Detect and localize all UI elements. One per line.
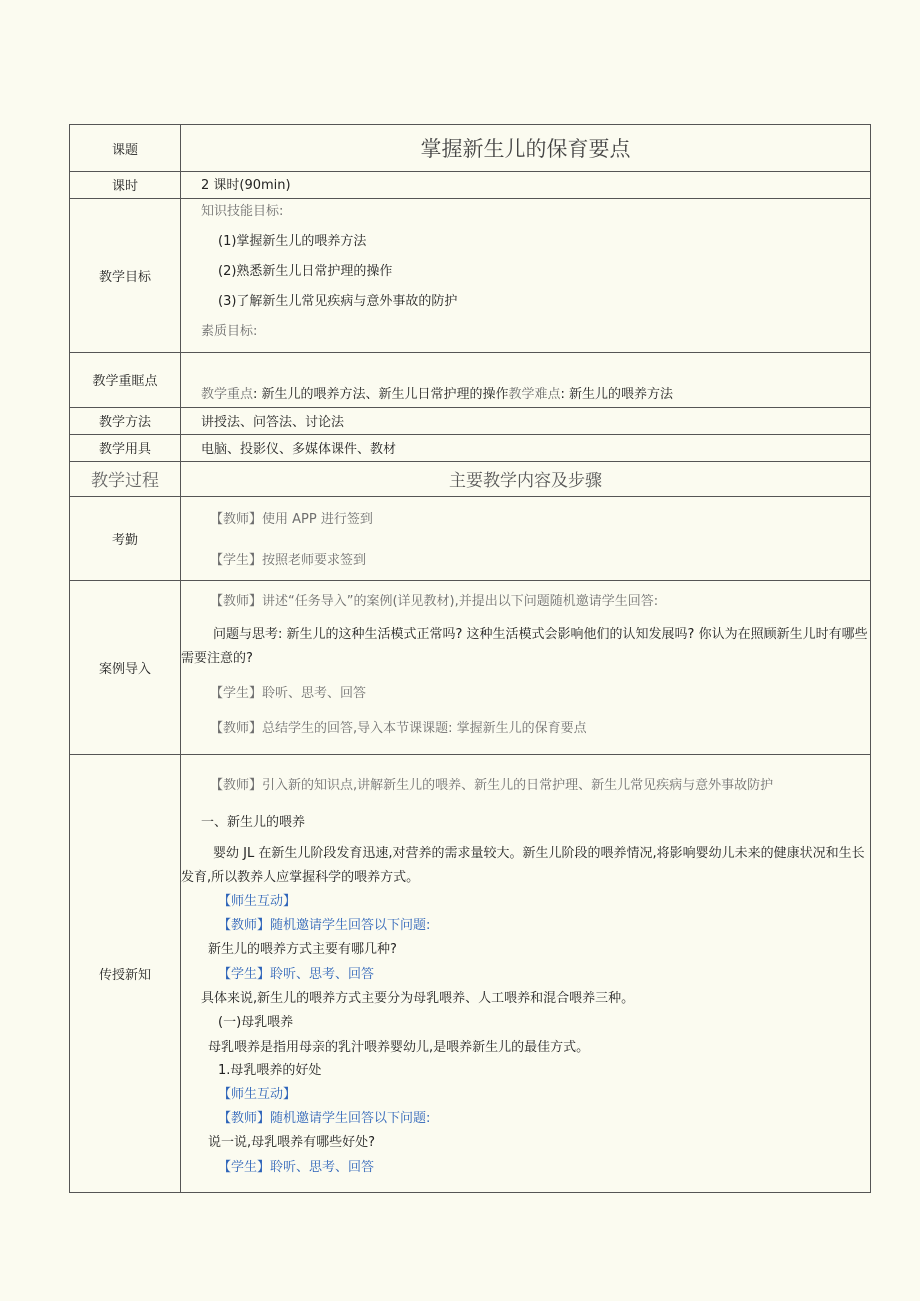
nk-student-response: 【学生】聆听、思考、回答 [218,1160,375,1175]
objective-item: (1)掌握新生儿的喂养方法 [218,234,367,249]
key-prefix: 教学重点 [201,387,254,402]
attendance-label: 考勤 [111,532,138,548]
row-divider [70,434,870,435]
tools-value: 电脑、投影仪、多媒体课件、教材 [201,442,397,457]
quality-goal-title: 素质目标: [201,324,258,339]
lesson-title: 掌握新生儿的保育要点 [420,137,631,161]
case-teacher-summary: 【教师】总结学生的回答,导入本节课课题: 掌握新生儿的保育要点 [210,721,587,736]
nk-question: 说一说,母乳喂养有哪些好处? [208,1135,376,1150]
row-divider [70,407,870,408]
row-divider [70,754,870,755]
nk-teacher-intro: 【教师】引入新的知识点,讲解新生儿的喂养、新生儿的日常护理、新生儿常见疾病与意外事故防护 [210,778,774,793]
topic-label: 课题 [111,142,138,158]
case-question: 问题与思考: 新生儿的这种生活模式正常吗? 这种生活模式会影响他们的认知发展吗? 你认为在照顾新生儿时有哪些需要注意的? [181,627,868,666]
difficult-prefix: 教学难点 [508,387,561,402]
key-points-text [201,387,673,403]
nk-student-response: 【学生】聆听、思考、回答 [218,967,375,982]
nk-paragraph: 婴幼 JL 在新生儿阶段发育迅速,对营养的需求量较大。新生儿阶段的喂养情况,将影响婴幼儿未来的健康状况和生长发育,所以教养人应掌握科学的喂养方式。 [181,846,865,885]
case-intro-label: 案例导入 [98,661,151,677]
nk-interact-tag: 【师生互动】 [218,894,297,909]
knowledge-goal-title: 知识技能目标: [201,204,284,219]
difficult-text: : 新生儿的喂养方法 [560,387,674,402]
hours-value: 2 课时(90min) [201,178,291,193]
nk-point: 1.母乳喂养的好处 [218,1063,322,1078]
row-divider [70,580,870,581]
row-divider [70,352,870,353]
hours-label: 课时 [111,179,138,194]
attendance-student: 【学生】按照老师要求签到 [210,553,367,568]
methods-label: 教学方法 [98,415,151,430]
tools-label: 教学用具 [98,442,151,457]
row-divider [70,198,870,199]
key-points-label: 教学重眶点 [92,374,158,389]
attendance-teacher: 【教师】使用 APP 进行签到 [210,512,373,527]
nk-interact-tag: 【师生互动】 [218,1087,297,1102]
row-divider [70,496,870,497]
process-content-head: 主要教学内容及步骤 [449,471,602,491]
new-knowledge-label: 传授新知 [98,967,151,983]
lesson-plan-table [69,124,871,1193]
nk-question: 新生儿的喂养方式主要有哪几种? [208,942,397,957]
nk-definition: 母乳喂养是指用母亲的乳汁喂养婴幼儿,是喂养新生儿的最佳方式。 [208,1040,590,1055]
case-teacher-intro: 【教师】讲述“任务导入”的案例(详见教材),并提出以下问题随机邀请学生回答: [210,594,659,609]
objectives-label: 教学目标 [98,269,151,285]
nk-subheading: (一)母乳喂养 [218,1015,294,1030]
objective-item: (3)了解新生儿常见疾病与意外事故的防护 [218,294,458,309]
row-divider [70,171,870,172]
nk-answer: 具体来说,新生儿的喂养方式主要分为母乳喂养、人工喂养和混合喂养三种。 [201,991,635,1006]
objective-item: (2)熟悉新生儿日常护理的操作 [218,264,393,279]
nk-section-heading: 一、新生儿的喂养 [201,815,306,830]
case-student: 【学生】聆听、思考、回答 [210,686,367,701]
nk-teacher-question: 【教师】随机邀请学生回答以下问题: [218,918,431,933]
methods-value: 讲授法、问答法、讨论法 [201,415,345,430]
process-label: 教学过程 [91,471,159,491]
nk-teacher-question: 【教师】随机邀请学生回答以下问题: [218,1111,431,1126]
key-text: : 新生儿的喂养方法、新生儿日常护理的操作 [253,387,509,402]
